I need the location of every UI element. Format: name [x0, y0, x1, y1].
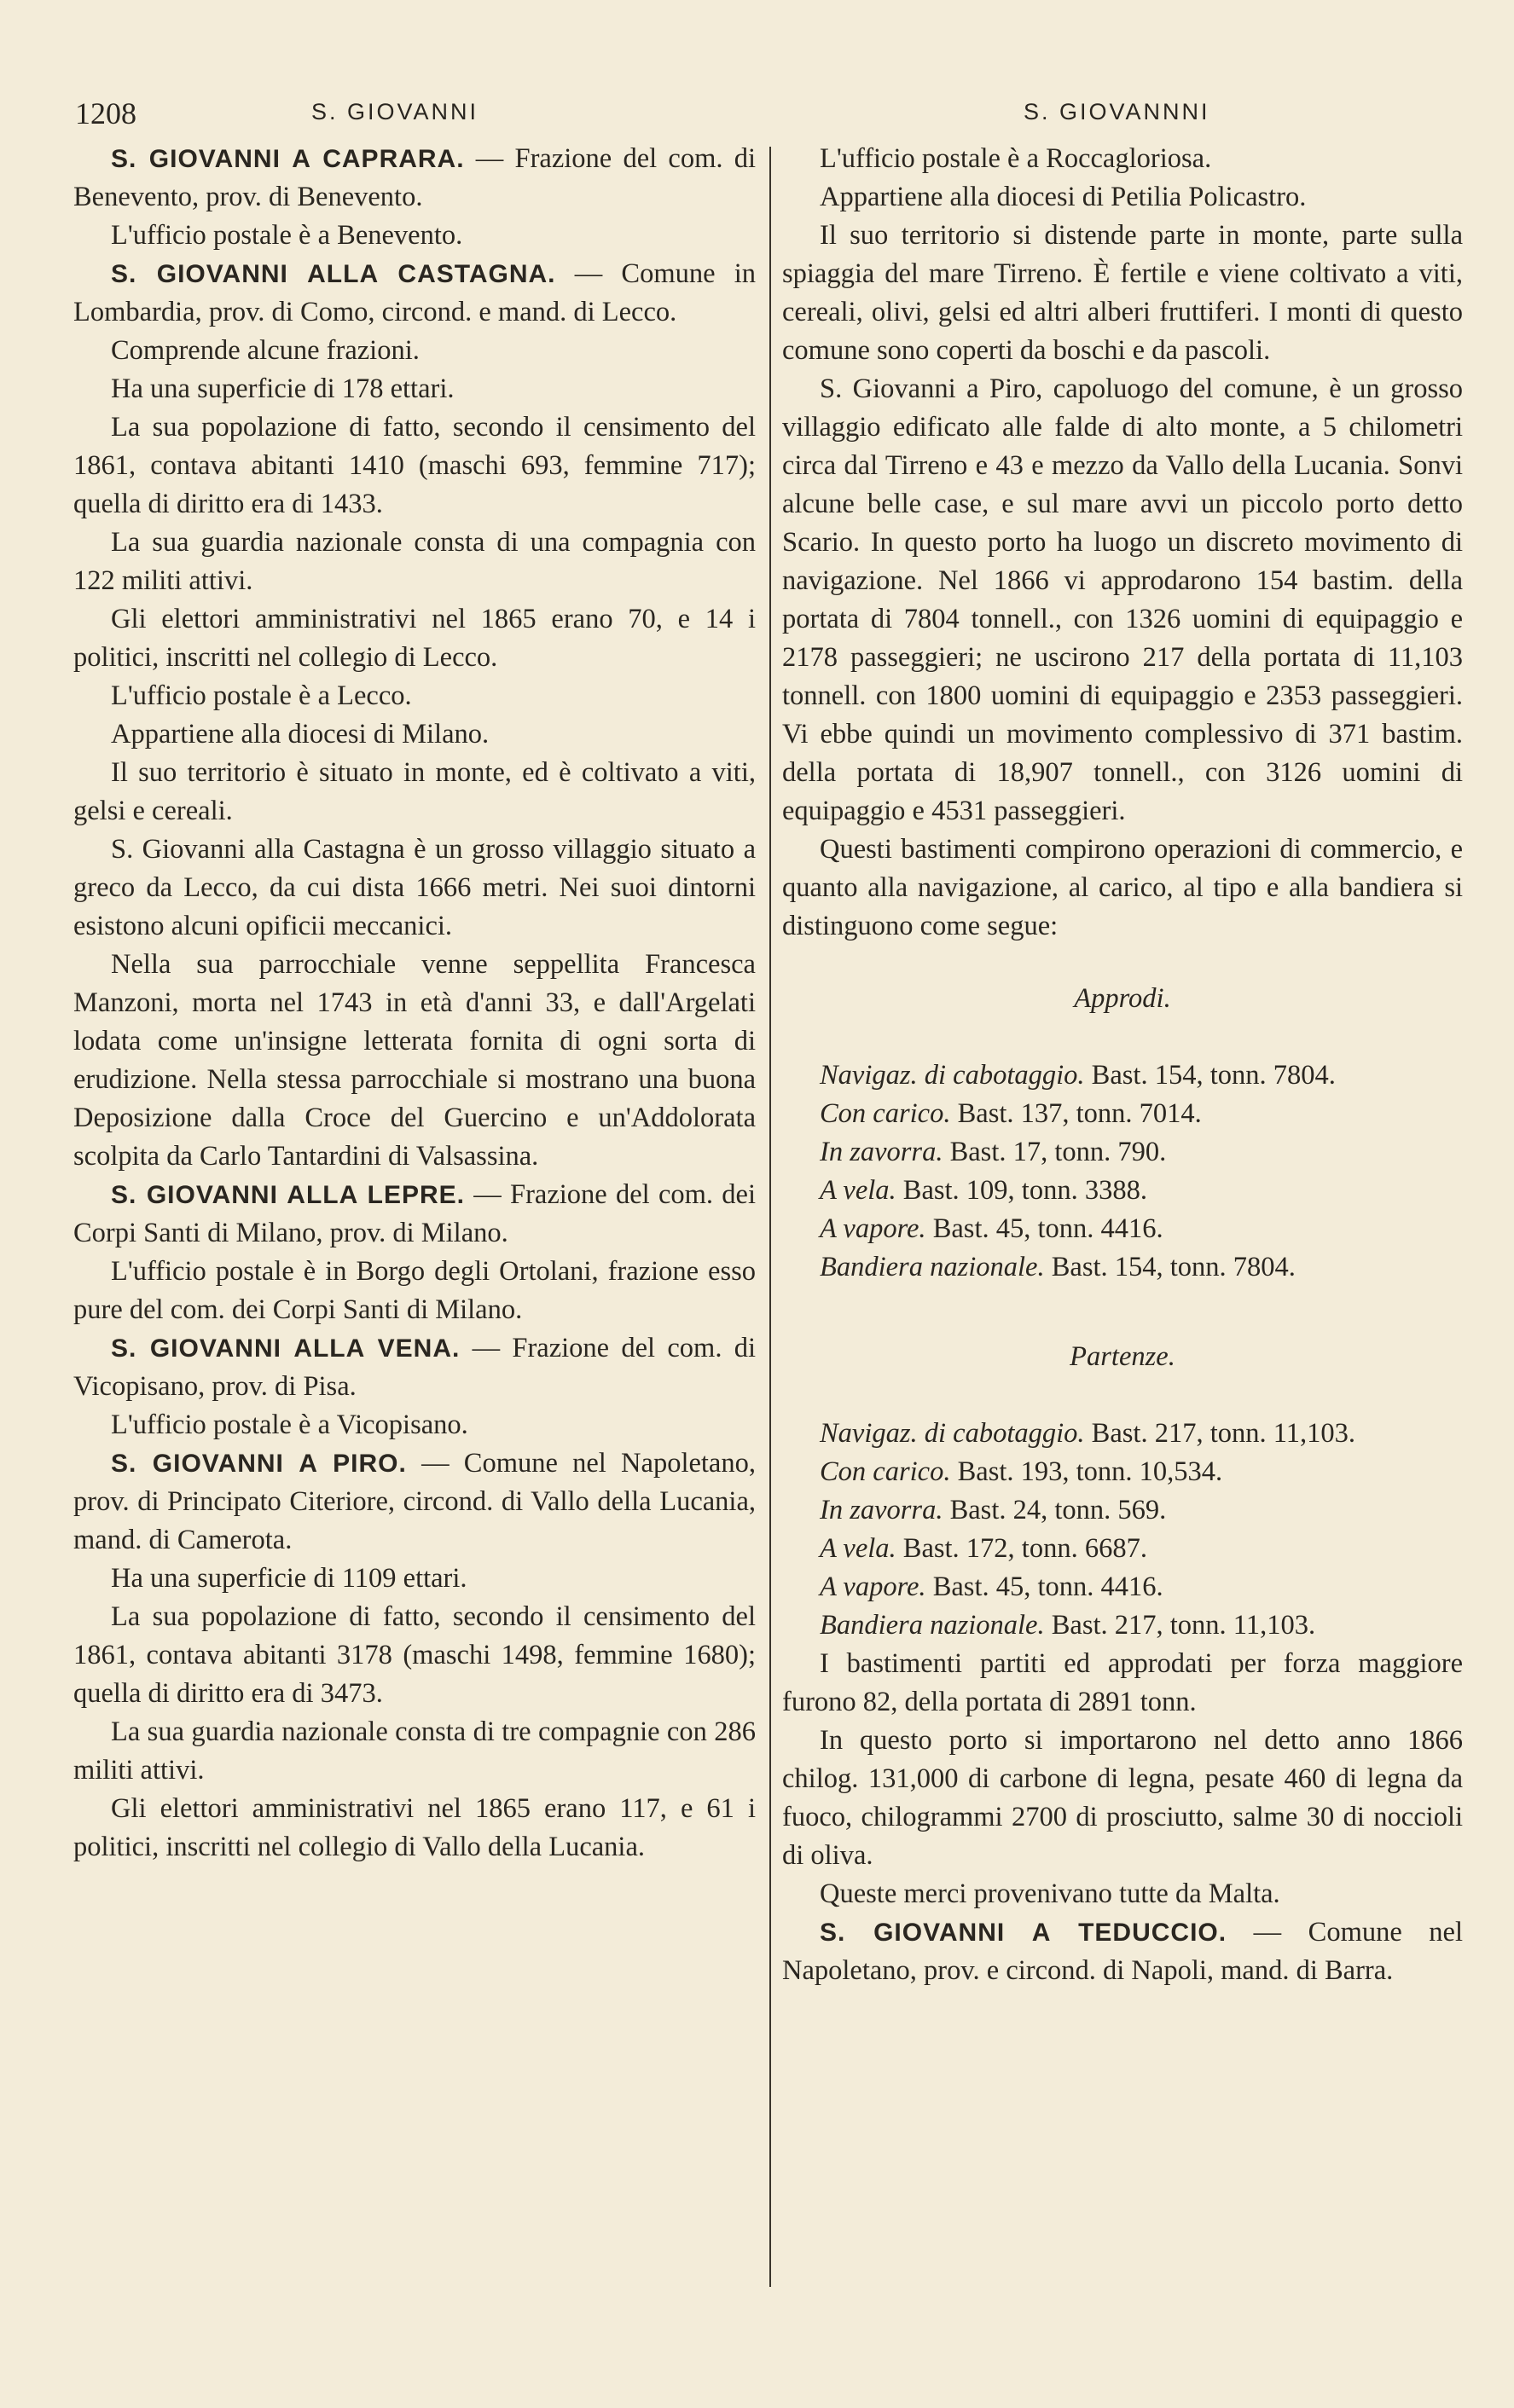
paragraph: In questo porto si importarono nel detto anno 1866 chilog. 131,000 di carbone di legna, pesate 460 di legna da fuoco, chilogrammi 2700 di prosciutto, salme 30 di noccioli di oliva. — [782, 1725, 1463, 1871]
stat-label: Navigaz. di cabotaggio. — [820, 1418, 1085, 1449]
paragraph: S. Giovanni alla Castagna è un grosso villaggio situato a greco da Lecco, da cui dista 1666 metri. Nei suoi dintorni esistono alcuni opificii meccanici. — [73, 834, 756, 941]
stat-line — [782, 1095, 1463, 1133]
paragraph: Queste merci provenivano tutte da Malta. — [820, 1878, 1280, 1909]
running-title-left: S. GIOVANNI — [311, 99, 479, 124]
stat-label: Con carico. — [820, 1098, 951, 1129]
stat-value: Bast. 17, tonn. 790. — [949, 1137, 1167, 1167]
paragraph: Il suo territorio si distende parte in monte, parte sulla spiaggia del mare Tirreno. È fertile e viene coltivato a viti, cereali, olivi, gelsi ed altri alberi fruttiferi. I monti di questo comune sono coperti da boschi e da pascoli. — [782, 220, 1463, 366]
page-number: 1208 — [75, 96, 136, 130]
stat-value: Bast. 24, tonn. 569. — [949, 1495, 1167, 1525]
entry-headword: S. GIOVANNI A TEDUCCIO. — [820, 1919, 1227, 1947]
paragraph: L'ufficio postale è a Roccagloriosa. — [820, 143, 1212, 174]
stat-line — [782, 1453, 1463, 1491]
stat-value: Bast. 193, tonn. 10,534. — [957, 1456, 1223, 1487]
paragraph: Appartiene alla diocesi di Milano. — [111, 719, 490, 750]
entry-text: — Comune in Lombardia, prov. di Como, circond. e mand. di Lecco. — [73, 258, 756, 327]
stat-line — [782, 1606, 1463, 1645]
stat-line — [782, 1248, 1463, 1287]
entry-text: — Comune nel Napoletano, prov. di Principato Citeriore, circond. di Vallo della Lucania, mand. di Camerota. — [73, 1448, 756, 1555]
paragraph: Ha una superficie di 1109 ettari. — [111, 1563, 467, 1594]
stat-value: Bast. 217, tonn. 11,103. — [1051, 1610, 1316, 1641]
stat-line — [782, 1056, 1463, 1095]
running-title-right: S. GIOVANNNI — [1024, 99, 1210, 124]
entry-headword: S. GIOVANNI ALLA LEPRE. — [111, 1181, 465, 1209]
paragraph: L'ufficio postale è a Vicopisano. — [111, 1409, 468, 1440]
paragraph: Gli elettori amministrativi nel 1865 erano 117, e 61 i politici, inscritti nel collegio di Vallo della Lucania. — [73, 1793, 756, 1862]
stat-value: Bast. 45, tonn. 4416. — [932, 1572, 1163, 1602]
paragraph: S. Giovanni a Piro, capoluogo del comune, è un grosso villaggio edificato alle falde di alto monte, a 5 chilometri circa dal Tirreno e 43 e mezzo da Vallo della Lucania. Sonvi alcune belle case, e sul mare avvi un piccolo porto detto Scario. In questo porto ha luogo un discreto movimento di navigazione. Nel 1866 vi approdarono 154 bastim. della portata di 7804 tonnell., con 1326 uomini di equipaggio e 2178 passeggieri; ne uscirono 217 della portata di 11,103 tonnell. con 1800 uomini di equipaggio e 2353 passeggieri. Vi ebbe quindi un movimento complessivo di 371 bastim. della portata di 18,907 tonnell., con 3126 uomini di equipaggio e 4531 passeggieri. — [782, 373, 1463, 826]
entry-castagna — [73, 255, 756, 332]
stat-label: Bandiera nazionale. — [820, 1252, 1045, 1282]
stat-label: In zavorra. — [820, 1495, 943, 1525]
section-title-approdi: Approdi. — [1074, 983, 1171, 1014]
stat-value: Bast. 109, tonn. 3388. — [902, 1175, 1147, 1206]
stat-line — [782, 1133, 1463, 1172]
stat-label: A vapore. — [820, 1572, 926, 1602]
paragraph: I bastimenti partiti ed approdati per forza maggiore furono 82, della portata di 2891 tonn. — [782, 1648, 1463, 1717]
paragraph: La sua guardia nazionale consta di una compagnia con 122 militi attivi. — [73, 527, 756, 596]
partenze-list — [782, 1415, 1463, 1645]
paragraph: La sua popolazione di fatto, secondo il censimento del 1861, contava abitanti 3178 (maschi 1498, femmine 1680); quella di diritto era di 3473. — [73, 1601, 756, 1709]
entry-caprara — [73, 140, 756, 217]
entry-piro — [73, 1444, 756, 1560]
entry-text: — Frazione del com. dei Corpi Santi di Milano, prov. di Milano. — [73, 1179, 756, 1248]
paragraph: Gli elettori amministrativi nel 1865 erano 70, e 14 i politici, inscritti nel collegio di Lecco. — [73, 604, 756, 673]
paragraph: Appartiene alla diocesi di Petilia Policastro. — [820, 182, 1307, 212]
entry-text: — Comune nel Napoletano, prov. e circond. di Napoli, mand. di Barra. — [782, 1917, 1463, 1986]
stat-value: Bast. 45, tonn. 4416. — [932, 1213, 1163, 1244]
paragraph: Nella sua parrocchiale venne seppellita Francesca Manzoni, morta nel 1743 in età d'anni 33, e dall'Argelati lodata come un'insigne letterata fornita di ogni sorta di erudizione. Nella stessa parrocchiale si mostrano una buona Deposizione dalla Croce del Guercino e un'Addolorata scolpita da Carlo Tantardini di Valsassina. — [73, 949, 756, 1172]
stat-label: Navigaz. di cabotaggio. — [820, 1060, 1085, 1091]
stat-value: Bast. 154, tonn. 7804. — [1051, 1252, 1296, 1282]
paragraph: La sua guardia nazionale consta di tre compagnie con 286 militi attivi. — [73, 1716, 756, 1786]
stat-line — [782, 1415, 1463, 1453]
entry-lepre — [73, 1176, 756, 1253]
stat-value: Bast. 154, tonn. 7804. — [1091, 1060, 1336, 1091]
stat-value: Bast. 217, tonn. 11,103. — [1091, 1418, 1356, 1449]
paragraph: L'ufficio postale è a Benevento. — [111, 220, 463, 251]
entry-headword: S. GIOVANNI ALLA VENA. — [111, 1334, 461, 1363]
stat-value: Bast. 172, tonn. 6687. — [902, 1533, 1147, 1564]
paragraph: Il suo territorio è situato in monte, ed è coltivato a viti, gelsi e cereali. — [73, 757, 756, 826]
entry-teduccio — [782, 1913, 1463, 1990]
paragraph: L'ufficio postale è in Borgo degli Ortolani, frazione esso pure del com. dei Corpi Santi di Milano. — [73, 1256, 756, 1325]
paragraph: L'ufficio postale è a Lecco. — [111, 680, 412, 711]
stat-label: A vela. — [820, 1533, 896, 1564]
paragraph: La sua popolazione di fatto, secondo il censimento del 1861, contava abitanti 1410 (maschi 693, femmine 717); quella di diritto era di 1433. — [73, 412, 756, 519]
page-header — [0, 96, 1514, 138]
paragraph: Comprende alcune frazioni. — [111, 335, 420, 366]
paragraph: Ha una superficie di 178 ettari. — [111, 373, 455, 404]
stat-label: A vela. — [820, 1175, 896, 1206]
paragraph: Questi bastimenti compirono operazioni di commercio, e quanto alla navigazione, al carico, al tipo e alla bandiera si distinguono come segue: — [782, 834, 1463, 941]
stat-line — [782, 1210, 1463, 1248]
left-column — [73, 140, 756, 1867]
stat-line — [782, 1491, 1463, 1530]
entry-headword: S. GIOVANNI ALLA CASTAGNA. — [111, 260, 556, 288]
stat-label: Con carico. — [820, 1456, 951, 1487]
right-column — [782, 140, 1463, 1990]
entry-headword: S. GIOVANNI A CAPRARA. — [111, 145, 465, 173]
stat-label: Bandiera nazionale. — [820, 1610, 1045, 1641]
stat-label: In zavorra. — [820, 1137, 943, 1167]
approdi-list — [782, 1056, 1463, 1287]
entry-headword: S. GIOVANNI A PIRO. — [111, 1450, 407, 1478]
stat-line — [782, 1172, 1463, 1210]
entry-vena — [73, 1329, 756, 1406]
stat-label: A vapore. — [820, 1213, 926, 1244]
stat-value: Bast. 137, tonn. 7014. — [957, 1098, 1202, 1129]
column-divider — [769, 147, 771, 2287]
entry-text: — Frazione del com. di Vicopisano, prov. di Pisa. — [73, 1333, 756, 1402]
stat-line — [782, 1530, 1463, 1568]
entry-text: — Frazione del com. di Benevento, prov. di Benevento. — [73, 143, 756, 212]
section-title-partenze: Partenze. — [1070, 1341, 1175, 1372]
stat-line — [782, 1568, 1463, 1606]
